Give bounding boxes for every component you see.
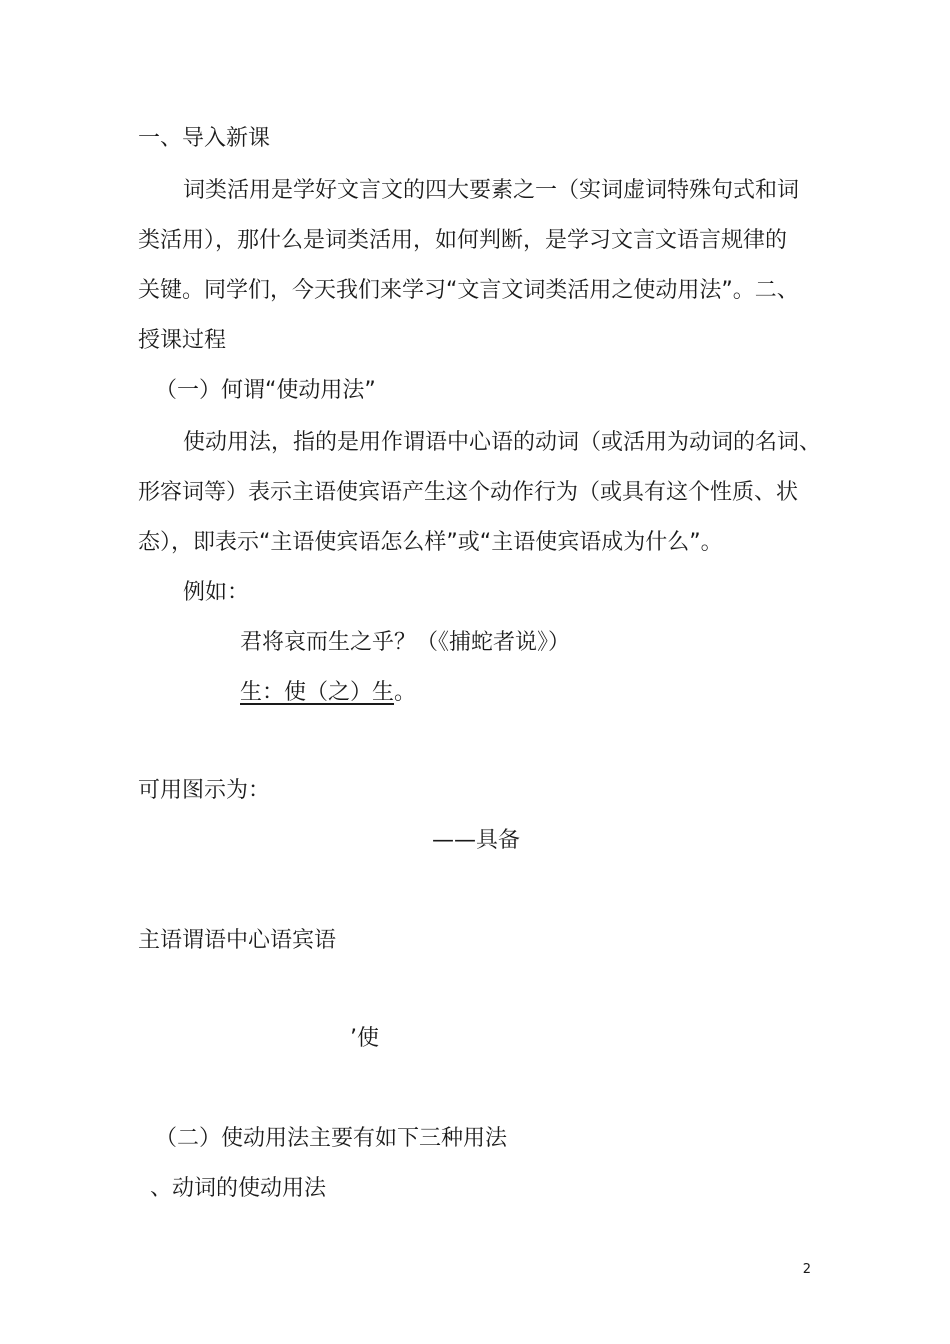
definition-line-2: 形容词等）表示主语使宾语产生这个动作行为（或具有这个性质、状: [138, 480, 799, 505]
example-gloss-end: 。: [394, 680, 417, 705]
definition-line-3: 态），即表示“主语使宾语怎么样”或“主语使宾语成为什么”。: [138, 530, 723, 555]
subheading-three-usages: （二）使动用法主要有如下三种用法: [155, 1126, 508, 1151]
example-gloss: [240, 678, 416, 708]
diagram-intro: 可用图示为：: [138, 778, 271, 803]
list-item-verb-causative: 、动词的使动用法: [150, 1176, 327, 1201]
example-label: 例如：: [183, 580, 250, 605]
intro-paragraph-line-2: 类活用），那什么是词类活用，如何判断，是学习文言文语言规律的: [138, 228, 788, 253]
diagram-middle-row: 主语谓语中心语宾语: [138, 928, 337, 953]
page-number: 2: [802, 1262, 811, 1277]
diagram-top-label: ——具备: [432, 828, 521, 853]
section-heading-intro: 一、导入新课: [138, 126, 271, 151]
example-gloss-underlined: 生：使（之）生: [240, 680, 395, 705]
intro-paragraph-line-3: 关键。同学们，今天我们来学习“文言文词类活用之使动用法”。二、: [138, 278, 799, 303]
diagram-bottom-label: ’使: [350, 1026, 379, 1051]
subheading-definition: （一）何谓“使动用法”: [155, 378, 376, 403]
intro-paragraph-line-4: 授课过程: [138, 328, 227, 353]
example-sentence: 君将哀而生之乎？（《捕蛇者说》）: [240, 630, 571, 655]
intro-paragraph-line-1: 词类活用是学好文言文的四大要素之一（实词虚词特殊句式和词: [183, 178, 800, 203]
definition-line-1: 使动用法，指的是用作谓语中心语的动词（或活用为动词的名词、: [183, 430, 822, 455]
